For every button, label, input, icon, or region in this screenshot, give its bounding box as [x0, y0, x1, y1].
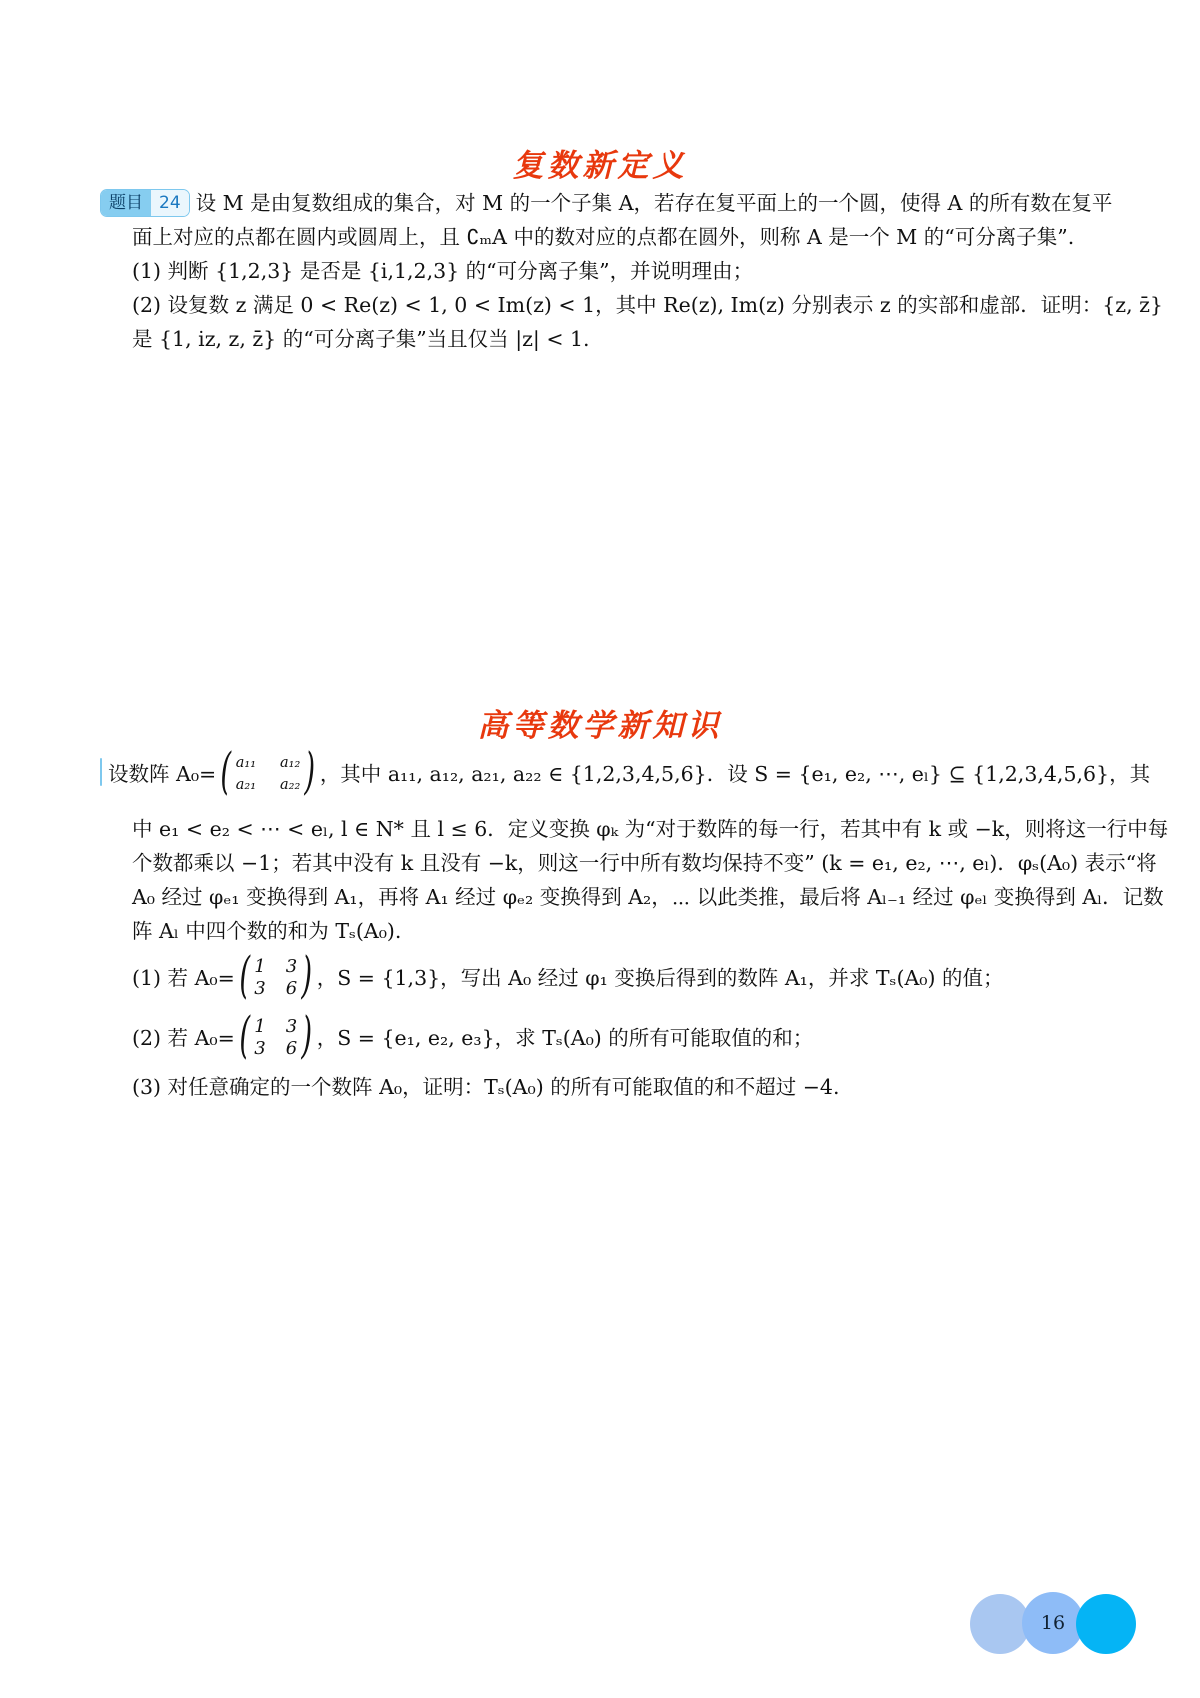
decor-circle-right [1076, 1594, 1136, 1654]
problem-25-line-1: 设数阵 A₀= ( a₁₁ a₁₂ a₂₁ a₂₂ ) ，其中 a₁₁, a₁₂, a₂₁, a₂₂ ∈ {1,2,3,4,5,6}．设 S = {e₁, e₂, ⋯, eₗ} ⊆ {1,2,3,4,5,6}，其 [100, 750, 1110, 798]
problem-24-q2: (2) 设复数 z 满足 0 < Re(z) < 1, 0 < Im(z) < 1，其中 Re(z), Im(z) 分别表示 z 的实部和虚部．证明：{z, z̄} [132, 293, 1163, 317]
problem-tag: 题目 24 [100, 189, 190, 217]
matrix-a0-general: ( a₁₁ a₁₂ a₂₁ a₂₂ ) [220, 742, 316, 800]
page-number-badge [970, 1592, 1140, 1654]
problem-24-q1: (1) 判断 {1,2,3} 是否是 {i,1,2,3} 的“可分离子集”，并说明理由； [132, 259, 754, 283]
problem-25-line-4: A₀ 经过 φₑ₁ 变换得到 A₁，再将 A₁ 经过 φₑ₂ 变换得到 A₂，⋯ 以此类推，最后将 Aₗ₋₁ 经过 φₑₗ 变换得到 Aₗ．记数 [132, 885, 1164, 909]
section-title-higher-math: 高等数学新知识 [477, 708, 723, 744]
matrix-a0-q1: ( 1 3 3 6 ) [239, 946, 313, 1004]
problem-25-q3: (3) 对任意确定的一个数阵 A₀，证明：Tₛ(A₀) 的所有可能取值的和不超过 −4. [132, 1075, 840, 1099]
problem-25-line-3: 个数都乘以 −1；若其中没有 k 且没有 −k，则这一行中所有数均保持不变” (k = e₁, e₂, ⋯, eₗ)．φₛ(A₀) 表示“将 [132, 851, 1157, 875]
decor-circle-left [970, 1594, 1030, 1654]
matrix-a0-q2: ( 1 3 3 6 ) [239, 1006, 313, 1064]
problem-25 [100, 742, 1169, 1104]
problem-tag [100, 758, 102, 786]
problem-25-line-5: 阵 Aₗ 中四个数的和为 Tₛ(A₀). [132, 919, 402, 943]
problem-25-q2: (2) 若 A₀= ( 1 3 3 6 ) ，S = {e₁, e₂, e₃}，求 Tₛ(A₀) 的所有可能取值的和； [132, 1006, 814, 1064]
problem-24-line-1: 题目 24 设 M 是由复数组成的集合，对 M 的一个子集 A，若存在复平面上的一个圆，使得 A 的所有数在复平 [100, 186, 1110, 220]
problem-25-q1: (1) 若 A₀= ( 1 3 3 6 ) ，S = {1,3}，写出 A₀ 经过 φ₁ 变换后得到的数阵 A₁，并求 Tₛ(A₀) 的值； [132, 946, 1004, 1004]
section-title-complex: 复数新定义 [512, 148, 688, 184]
problem-24-q2-cont: 是 {1, iz, z, z̄} 的“可分离子集”当且仅当 |z| < 1. [132, 327, 590, 351]
problem-25-line-2: 中 e₁ < e₂ < ⋯ < eₗ, l ∈ N* 且 l ≤ 6．定义变换 φₖ 为“对于数阵的每一行，若其中有 k 或 −k，则将这一行中每 [132, 817, 1169, 841]
problem-24-line-2: 面上对应的点都在圆内或圆周上，且 ∁ₘA 中的数对应的点都在圆外，则称 A 是一个 M 的“可分离子集”. [132, 225, 1075, 249]
page-number: 16 [1022, 1592, 1084, 1654]
problem-24 [100, 186, 1163, 356]
